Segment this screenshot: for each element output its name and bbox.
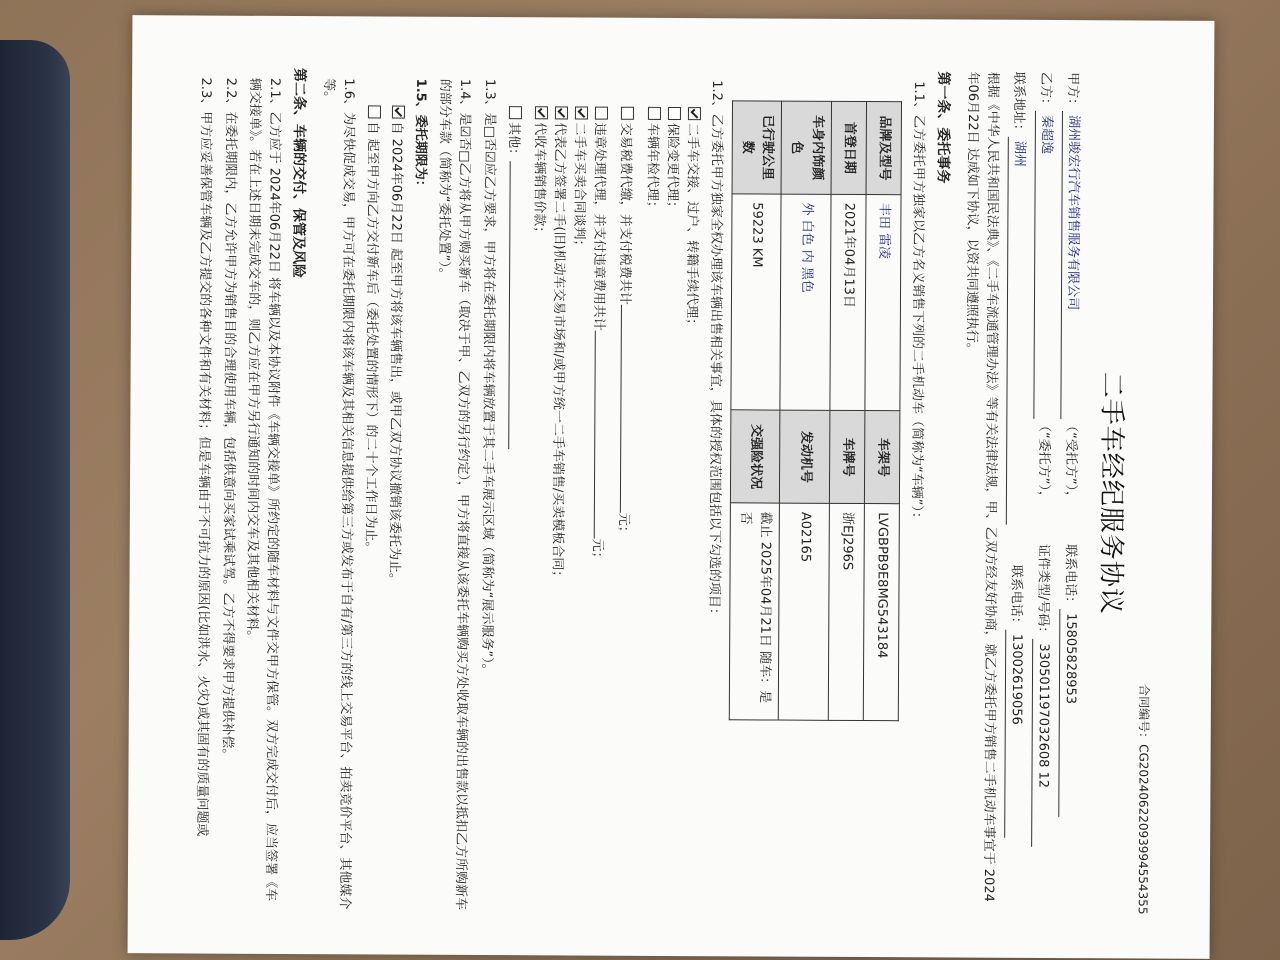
list-item: 二手车交接、过户、转籍手续代理； <box>678 104 702 912</box>
checkbox-empty-icon <box>368 105 381 118</box>
table-row: 品牌及型号 丰田 雷凌 车架号 LVGBPB9E8MG543184 <box>863 102 901 721</box>
clause-1-6: 1.6、为尽快促成交易，甲方可在委托期限内将该车辆及其相关信息提供给第三方或发布于自有/第三方的线上交易平台、拍卖竞价平台、其他媒介等。 <box>320 78 356 910</box>
page-content <box>128 15 1215 959</box>
clause-1-2: 1.2、乙方委托甲方独家全权办理该车辆出售相关事宜，具体的授权范围包括以下勾选的项目： <box>706 80 725 621</box>
clause-2-2: 2.2、在委托期限内，乙方允许甲方为销售目的合理使用车辆，包括供意向买家试乘试驾。乙方不得要求甲方提供补偿。 <box>219 77 238 762</box>
dark-cloth <box>0 40 70 940</box>
party-a-name: 湖州骏宏行汽车销售服务有限公司 <box>1060 111 1083 419</box>
preamble: 根据《中华人民共和国民法典》、《二手车流通管理办法》等有关法律法规，甲、乙双方经友好协商，就乙方委托甲方销售二手机动车事宜于 2024年06月22日 达成如下协议，以资共同遵照执行。 <box>963 71 1000 902</box>
checkbox-checked-icon <box>688 107 701 120</box>
clause-2-3: 2.3、甲方应妥善保管车辆及乙方提交的各种文件和有关材料；但是车辆由于不可抗力的原因(比如洪水、火灾)或其固有的质量问题或 <box>194 77 214 837</box>
contract-number: 合同编号：CG20240622093994554355 <box>1135 684 1151 915</box>
table-row: 已行驶公里数 59223 KM 交强险状况 截止 2025年04月21日 随车：是 否 <box>729 101 782 720</box>
party-b-address: 湖州 <box>1005 137 1028 525</box>
clause-2-1: 2.1、乙方应于 2024年06月22日 将车辆以及本协议附件《车辆交接单》所约定的随车材料与文件交甲方保管。双方完成交付后，应当签署《车辆交接单》。若在上述日期未完成交车的，则乙方应在甲方另行通知的时间内交车及其他相关材料。 <box>243 77 282 902</box>
section-1-title: 第一条、委托事务 <box>934 71 952 184</box>
clause-1-3: 1.3、是□否☑应乙方要求，甲方将在委托期限内将车辆放置于其二手车展示区域（简称为“展示服务”）。 <box>478 79 497 677</box>
checkbox-checked-icon <box>575 106 588 119</box>
contract-page <box>128 15 1215 959</box>
party-a-phone: 15805828953 <box>1058 609 1080 817</box>
checkbox-empty-icon <box>621 107 634 120</box>
section-2-title: 第二条、车辆的交付、保管及风险 <box>290 68 308 279</box>
clause-1-1: 1.1、乙方委托甲方独家以乙方名义销售下列的二手机动车（简称为“车辆”）： <box>908 81 926 525</box>
page-title: 二手车经纪服务协议 <box>1095 371 1128 615</box>
clause-1-5-option-a: 自 2024年06月22日 起至甲方将该车辆售出，或甲乙双方协议撤销该委托为止。 <box>382 103 406 911</box>
party-a-row: 甲方： 湖州骏宏行汽车销售服务有限公司 （“受托方”）， 联系电话： 15805828953 <box>1058 72 1084 914</box>
clause-1-5-title: 1.5、委托期限为： <box>412 78 429 193</box>
party-b-phone: 13002619056 <box>1004 630 1026 838</box>
party-b-id: 330501197032608 12 <box>1031 639 1053 847</box>
checkbox-checked-icon <box>535 106 548 119</box>
list-item: 车辆年检代理； <box>637 104 661 912</box>
checkbox-checked-icon <box>392 106 405 119</box>
party-b-row: 乙方： 秦超逸 （“委托方”）， 证件类型/号码： 330501197032608 12 <box>1031 72 1057 914</box>
list-item: 代表乙方签署二手(旧)机动车交易市场和/或甲方统一二手车销售/买卖模板合同； <box>545 103 569 911</box>
authorization-list <box>498 103 701 912</box>
clause-1-5-option-b: 自 起至甲方向乙方交付新车后（委托处置的情形下）的二十个工作日为止。 <box>358 102 382 910</box>
list-item: 代收车辆销售价款； <box>525 103 549 911</box>
vehicle-table <box>729 100 902 721</box>
list-item: 交易税费代缴，并支付税费共计元； <box>611 104 641 912</box>
party-b-contact-row: 联系地址： 湖州 联系电话： 13002619056 <box>1003 72 1029 914</box>
table-row: 车身内饰颜色 外 白色 内 黑色 发动机号 A02165 <box>779 101 832 720</box>
checkbox-empty-icon <box>595 107 608 120</box>
list-item: 违章处理代理，并支付违章费用共计元； <box>585 104 615 912</box>
checkbox-empty-icon <box>668 107 681 120</box>
list-item: 二手车买卖合同谈判； <box>565 103 589 911</box>
party-b-name: 秦超逸 <box>1033 111 1056 419</box>
checkbox-checked-icon <box>555 106 568 119</box>
clause-1-4: 1.4、是☑否□乙方将从甲方购买新车（取决于甲、乙双方的另行约定），甲方将直接从该委托车辆购买方处收取车辆的出售款以抵扣乙方所购新车的部分车款（简称为“委托处置”）。 <box>436 78 473 911</box>
checkbox-empty-icon <box>509 106 522 119</box>
list-item: 保险变更代理； <box>657 104 681 912</box>
table-row: 首登日期 2021年04月13日 车牌号 浙EJ296S <box>828 101 866 720</box>
list-item: 其他： <box>498 103 528 911</box>
checkbox-empty-icon <box>648 107 661 120</box>
